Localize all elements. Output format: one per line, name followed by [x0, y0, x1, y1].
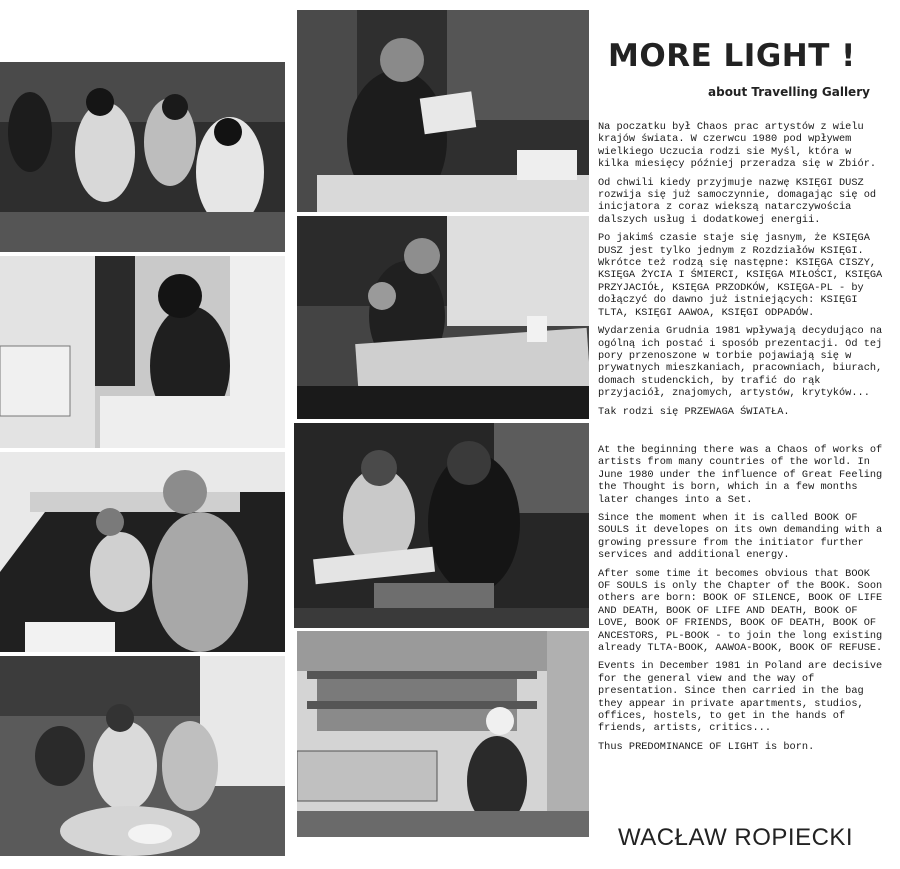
english-paragraph-4: Events in December 1981 in Poland are decisive for the general view and the way of presentation. Since then carried in the bag they appear in private apartments, studios, offices, hostels, to get in the hands of friends, artists, critics...	[598, 660, 883, 735]
english-paragraph-3: After some time it becomes obvious that BOOK OF SOULS is only the Chapter of the BOOK. Soon others are born: BOOK OF SILENCE, BOOK OF LIFE AND DEATH, BOOK OF LIFE AND DEATH, BOOK OF LOVE, BOOK OF FRIENDS, BOOK OF DEATH, BOOK OF ANCESTORS, PL-BOOK - to join the long existing already TLTA-BOOK, AAWOA-BOOK, BOOK OF REFUSE.	[598, 567, 883, 655]
photo-man-with-photo	[297, 10, 589, 212]
photo-woman-child-reading	[297, 216, 589, 419]
photo-library-room	[297, 631, 589, 837]
photo-kitchen-woman	[0, 256, 285, 448]
polish-paragraph-5: Tak rodzi się PRZEWAGA ŚWIATŁA.	[598, 405, 790, 418]
english-paragraph-1: At the beginning there was a Chaos of works of artists from many countries of the world. In June 1980 under the influence of Great Feeling the Thought is born, which in a few months later changes into a Set.	[598, 443, 883, 506]
page-subtitle: about Travelling Gallery	[708, 85, 870, 99]
author-name: WACŁAW ROPIECKI	[618, 824, 854, 851]
photo-couple-at-table	[294, 423, 589, 628]
article-text	[598, 121, 888, 759]
page-title: MORE LIGHT !	[608, 38, 856, 74]
polish-paragraph-2: Od chwili kiedy przyjmuje nazwę KSIĘGI DUSZ rozwija się już samoczynnie, domagając się od inicjatora z coraz wiekszą natarczywościa dalszych usług i dodatkowej energii.	[598, 176, 877, 226]
english-paragraph-2: Since the moment when it is called BOOK OF SOULS it developes on its own demanding with a growing pressure from the initiator further services and additional energy.	[598, 511, 883, 562]
polish-paragraph-4: Wydarzenia Grudnia 1981 wpływają decydująco na ogólną ich postać i sposób prezentacji. Od tej pory przenoszone w torbie pojawiają się w prywatnych mieszkaniach, pracowniach, biurach, domach studenckich, by trafić do rąk przyjaciół, znajomych, artystów, krytyków...	[598, 325, 883, 400]
photo-group-seated	[0, 62, 285, 252]
photo-two-men	[0, 452, 285, 652]
polish-paragraph-3: Po jakimś czasie staje się jasnym, że KSIĘGA DUSZ jest tylko jednym z Rozdziałów KSIĘGI. Wkrótce też rodzą się następne: KSIĘGA CISZY, KSIĘGA ŻYCIA I ŚMIERCI, KSIĘGA MIŁOŚCI, KSIĘGA PRZYJACIÓŁ, KSIĘGA PRZODKÓW, KSIĘGA-PL - by dołączyć do dawno już istniejących: KSIĘGI TLTA, KSIĘGI AAWOA, KSIĘGI ODPADÓW.	[598, 232, 883, 319]
polish-paragraph-1: Na poczatku był Chaos prac artystów z wielu krajów świata. W czerwcu 1980 pod wpływem wielkiego Uczucia rodzi sie Myśl, która w kilka miesięcy później przeradza się w Zbiór.	[598, 121, 877, 171]
photo-room-gathering	[0, 656, 285, 856]
english-paragraph-5: Thus PREDOMINANCE OF LIGHT is born.	[598, 740, 815, 753]
